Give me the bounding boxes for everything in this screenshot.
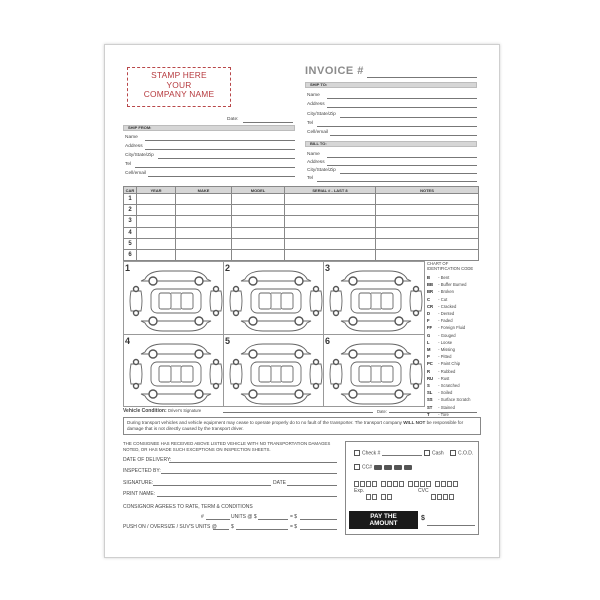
ship-from-cell: Cell/email: [125, 171, 147, 176]
ship-to-header: SHIP TO:: [305, 82, 477, 88]
signature-line[interactable]: [153, 485, 271, 486]
cvc-label: CVC: [418, 488, 429, 494]
signature-date-label: DATE: [273, 480, 286, 486]
digit-box[interactable]: [414, 481, 419, 487]
units-at-label: UNITS @ $: [231, 514, 257, 520]
push-on-count-line[interactable]: [213, 529, 229, 530]
code-item: [427, 310, 497, 317]
code-item: [427, 317, 497, 324]
signature-label: SIGNATURE:: [123, 480, 154, 486]
units-hash: #: [201, 514, 204, 520]
code-item: [427, 353, 497, 360]
code-item: [427, 339, 497, 346]
bill-to-tel: Tel: [307, 176, 314, 181]
discover-icon: [404, 465, 412, 470]
units-total-line[interactable]: [300, 519, 337, 520]
digit-box[interactable]: [354, 481, 359, 487]
notice-bold: WILL NOT: [403, 420, 426, 425]
diagram-number: 5: [225, 336, 231, 346]
exp-boxes[interactable]: [366, 487, 393, 505]
identification-code-chart: [427, 261, 497, 418]
col-year: YEAR: [137, 187, 176, 194]
cash-checkbox[interactable]: [424, 450, 430, 456]
bill-to-city: City/State/Zip: [307, 168, 336, 173]
vehicle-condition-row: [123, 408, 201, 414]
digit-box[interactable]: [393, 481, 398, 487]
code-item: [427, 303, 497, 310]
code-item: [427, 346, 497, 353]
exp-label: Exp.: [354, 488, 365, 494]
ship-to-name: Name: [307, 93, 320, 98]
condition-date-label: Date:: [377, 409, 388, 414]
code-abbrev: R: [427, 368, 431, 374]
ship-to-cell: Cell/email: [307, 130, 329, 135]
notice-text-a: During transport vehicles and vehicle equipment may cease to operate properly do to no fault of the transporter. The transport company: [127, 420, 404, 425]
code-abbrev: FF: [427, 325, 433, 331]
cod-option[interactable]: [450, 450, 473, 456]
code-abbrev: ST: [427, 404, 433, 410]
cash-label: Cash: [432, 450, 444, 457]
code-item: [427, 324, 497, 331]
row-number: 1: [124, 194, 137, 205]
car-diagram-2[interactable]: [225, 263, 325, 339]
ship-to-city: City/State/Zip: [307, 112, 336, 117]
invoice-number-line[interactable]: [367, 77, 477, 78]
digit-box[interactable]: [360, 481, 365, 487]
pay-line-1: PAY THE: [370, 513, 397, 520]
bill-to-tel-line[interactable]: [317, 181, 477, 182]
pay-amount-line[interactable]: [427, 525, 475, 526]
code-abbrev: F: [427, 318, 430, 324]
pay-line-2: AMOUNT: [369, 520, 398, 527]
code-desc: - Buffer Burned: [437, 282, 467, 288]
stamp-line-1: STAMP HERE: [151, 70, 207, 80]
row-number: 3: [124, 216, 137, 227]
push-on-total-line[interactable]: [300, 529, 337, 530]
code-item: [427, 396, 497, 403]
check-number-line[interactable]: [382, 455, 422, 456]
code-desc: - Surface Scratch: [437, 397, 471, 403]
code-item: [427, 332, 497, 339]
code-desc: - Stained: [437, 404, 455, 410]
ship-to-name-line[interactable]: [327, 98, 477, 99]
units-rate-line[interactable]: [258, 519, 288, 520]
condition-date-line[interactable]: [389, 412, 477, 413]
pay-the-amount-badge: [349, 511, 418, 529]
digit-box[interactable]: [420, 481, 425, 487]
vehicle-table: [123, 186, 479, 261]
code-desc: - Tore: [437, 411, 449, 417]
digit-box[interactable]: [366, 494, 371, 500]
code-desc: - Paint Chip: [437, 361, 461, 367]
col-make: MAKE: [176, 187, 232, 194]
bill-to-address: Address: [307, 160, 325, 165]
code-desc: - Loose: [437, 339, 453, 345]
ship-from-tel-line[interactable]: [135, 167, 295, 168]
visa-icon: [374, 465, 382, 470]
cvc-boxes[interactable]: [431, 487, 455, 505]
push-on-equals: = $: [290, 524, 298, 530]
code-abbrev: RU: [427, 375, 434, 381]
stamp-line-3: COMPANY NAME: [143, 89, 215, 100]
table-row[interactable]: [124, 227, 479, 238]
ship-to-address: Address: [307, 102, 325, 107]
ship-from-name-line[interactable]: [145, 140, 295, 141]
car-outline-icon: [329, 267, 423, 335]
stamp-line-2: YOUR: [166, 79, 192, 90]
date-of-delivery-label: DATE OF DELIVERY:: [123, 457, 172, 463]
cod-checkbox[interactable]: [450, 450, 456, 456]
inspected-by-line[interactable]: [161, 473, 337, 474]
col-car: CAR: [124, 187, 137, 194]
cc-option[interactable]: [354, 464, 413, 470]
ship-from-cell-line[interactable]: [148, 176, 295, 177]
code-abbrev: D: [427, 311, 431, 317]
row-number: 4: [124, 227, 137, 238]
code-abbrev: S: [427, 383, 430, 389]
code-abbrev: B: [427, 275, 431, 280]
diagram-number: 2: [225, 263, 231, 273]
cod-label: C.O.D.: [458, 450, 474, 457]
code-abbrev: CR: [427, 303, 434, 309]
col-notes: NOTES: [376, 187, 479, 194]
code-abbrev: M: [427, 347, 431, 353]
code-item: [427, 375, 497, 382]
code-item: [427, 274, 497, 281]
code-desc: - Cracked: [437, 303, 457, 309]
amex-icon: [394, 465, 402, 470]
vehicle-table-header: [124, 187, 479, 194]
code-desc: - Cut: [437, 296, 448, 302]
col-serial: SERIAL # - LAST 8: [285, 187, 376, 194]
table-row[interactable]: [124, 205, 479, 216]
ship-from-address: Address: [125, 144, 143, 149]
diagram-number: 6: [325, 336, 331, 346]
bill-to-name: Name: [307, 152, 320, 157]
cash-option[interactable]: [424, 450, 444, 456]
table-row[interactable]: [124, 216, 479, 227]
car-outline-icon: [129, 340, 223, 408]
ship-from-header: SHIP FROM:: [123, 125, 295, 131]
push-on-rate-line[interactable]: [236, 529, 288, 530]
invoice-form: [104, 44, 500, 558]
code-abbrev: P: [427, 354, 430, 360]
code-abbrev: T: [427, 411, 430, 417]
digit-box[interactable]: [449, 494, 454, 500]
code-item: [427, 360, 497, 367]
car-outline-icon: [329, 340, 423, 408]
car-diagram-1[interactable]: [125, 263, 225, 339]
consignee-statement: THE CONSIGNEE HAS RECEIVED ABOVE LISTED VEHICLE WITH NO TRANSPORTATION DAMAGES NOTED, OR HAS MADE SUCH EXCEPTIONS ON INSPECTION SHEETS.: [123, 441, 331, 452]
car-diagram-6[interactable]: [325, 336, 425, 412]
ship-from-tel: Tel: [125, 162, 132, 167]
pay-dollar-sign: $: [421, 515, 425, 522]
code-desc: - Bent: [437, 275, 450, 280]
signature-date-line[interactable]: [287, 485, 337, 486]
date-line[interactable]: [243, 122, 293, 123]
push-on-dollar: $: [231, 524, 234, 530]
code-item: [427, 382, 497, 389]
check-checkbox[interactable]: [354, 450, 360, 456]
cc-label: CC#: [362, 464, 373, 471]
print-name-label: PRINT NAME:: [123, 491, 156, 497]
push-on-label: PUSH ON / OVERSIZE / SUV'S UNITS @: [123, 524, 217, 530]
codes-title-1: CHART OF: [427, 261, 449, 266]
ship-to-tel: Tel: [307, 121, 314, 126]
code-item: [427, 404, 497, 411]
car-diagram-4[interactable]: [125, 336, 225, 412]
code-abbrev: SL: [427, 390, 433, 396]
ship-to-tel-line[interactable]: [317, 126, 477, 127]
bill-to-city-line[interactable]: [340, 173, 477, 174]
digit-box[interactable]: [381, 494, 386, 500]
code-desc: - Faded: [437, 318, 453, 324]
code-desc: - Dented: [437, 311, 455, 317]
bill-to-address-line[interactable]: [327, 165, 477, 166]
code-desc: - Foreign Fluid: [437, 325, 466, 331]
row-number: 6: [124, 249, 137, 260]
ship-from-city-line[interactable]: [158, 158, 295, 159]
digit-box[interactable]: [437, 494, 442, 500]
code-abbrev: BB: [427, 282, 434, 288]
code-desc: - Rubbed: [437, 368, 456, 374]
digit-box[interactable]: [408, 481, 413, 487]
date-label: Date:: [227, 117, 239, 122]
drivers-signature-label: Driver's Signature: [168, 408, 202, 413]
inspected-by-label: INSPECTED BY:: [123, 468, 161, 474]
code-abbrev: PC: [427, 361, 433, 367]
car-diagram-3[interactable]: [325, 263, 425, 339]
digit-box[interactable]: [431, 494, 436, 500]
row-number: 5: [124, 238, 137, 249]
ship-from-city: City/State/Zip: [125, 153, 154, 158]
code-item: [427, 296, 497, 303]
units-equals: = $: [290, 514, 298, 520]
car-outline-icon: [229, 340, 323, 408]
check-label: Check #: [362, 450, 381, 457]
ship-to-city-line[interactable]: [340, 117, 477, 118]
drivers-signature-line[interactable]: [223, 412, 373, 413]
consignor-agrees: CONSIGNOR AGREES TO RATE, TERM & CONDITIONS: [123, 504, 253, 510]
ship-from-name: Name: [125, 135, 138, 140]
mastercard-icon: [384, 465, 392, 470]
code-desc: - Soiled: [437, 390, 453, 396]
units-count-line[interactable]: [206, 519, 230, 520]
row-number: 2: [124, 205, 137, 216]
car-outline-icon: [229, 267, 323, 335]
car-diagram-5[interactable]: [225, 336, 325, 412]
print-name-line[interactable]: [157, 496, 337, 497]
invoice-title: INVOICE #: [305, 65, 364, 77]
code-item: [427, 281, 497, 288]
bill-to-header: BILL TO:: [305, 141, 477, 147]
code-item: [427, 288, 497, 295]
digit-box[interactable]: [443, 494, 448, 500]
code-desc: - Missing: [437, 347, 455, 353]
company-stamp-box: [127, 67, 231, 107]
ship-to-cell-line[interactable]: [330, 135, 477, 136]
ship-from-address-line[interactable]: [145, 149, 295, 150]
check-option[interactable]: [354, 450, 380, 456]
code-desc: - Gouged: [437, 332, 456, 338]
notice-text-b: be responsible for damage that is not directly caused by the transport driver.: [127, 420, 464, 431]
code-item: [427, 368, 497, 375]
table-row[interactable]: [124, 249, 479, 260]
code-item: [427, 389, 497, 396]
code-abbrev: G: [427, 332, 431, 338]
code-desc: - Rust: [437, 375, 450, 381]
liability-notice: [123, 417, 481, 435]
code-abbrev: SS: [427, 397, 433, 403]
digit-box[interactable]: [399, 481, 404, 487]
col-model: MODEL: [232, 187, 285, 194]
code-abbrev: BR: [427, 289, 434, 295]
diagram-number: 4: [125, 336, 131, 346]
table-row[interactable]: [124, 238, 479, 249]
diagram-number: 3: [325, 263, 331, 273]
codes-list: [427, 274, 497, 418]
vehicle-condition-label: Vehicle Condition:: [123, 408, 167, 414]
cc-checkbox[interactable]: [354, 464, 360, 470]
code-desc: - Scratched: [437, 383, 460, 389]
digit-box[interactable]: [387, 494, 392, 500]
table-row[interactable]: [124, 194, 479, 205]
digit-box[interactable]: [372, 494, 377, 500]
date-of-delivery-line[interactable]: [169, 462, 337, 463]
diagram-number: 1: [125, 263, 131, 273]
car-outline-icon: [129, 267, 223, 335]
ship-to-address-line[interactable]: [327, 107, 477, 108]
bill-to-name-line[interactable]: [327, 157, 477, 158]
code-desc: - Pitted: [437, 354, 452, 360]
codes-title-2: IDENTIFICATION CODE: [427, 266, 474, 271]
code-desc: - Broken: [437, 289, 454, 295]
code-abbrev: C: [427, 296, 431, 302]
code-abbrev: L: [427, 339, 430, 345]
